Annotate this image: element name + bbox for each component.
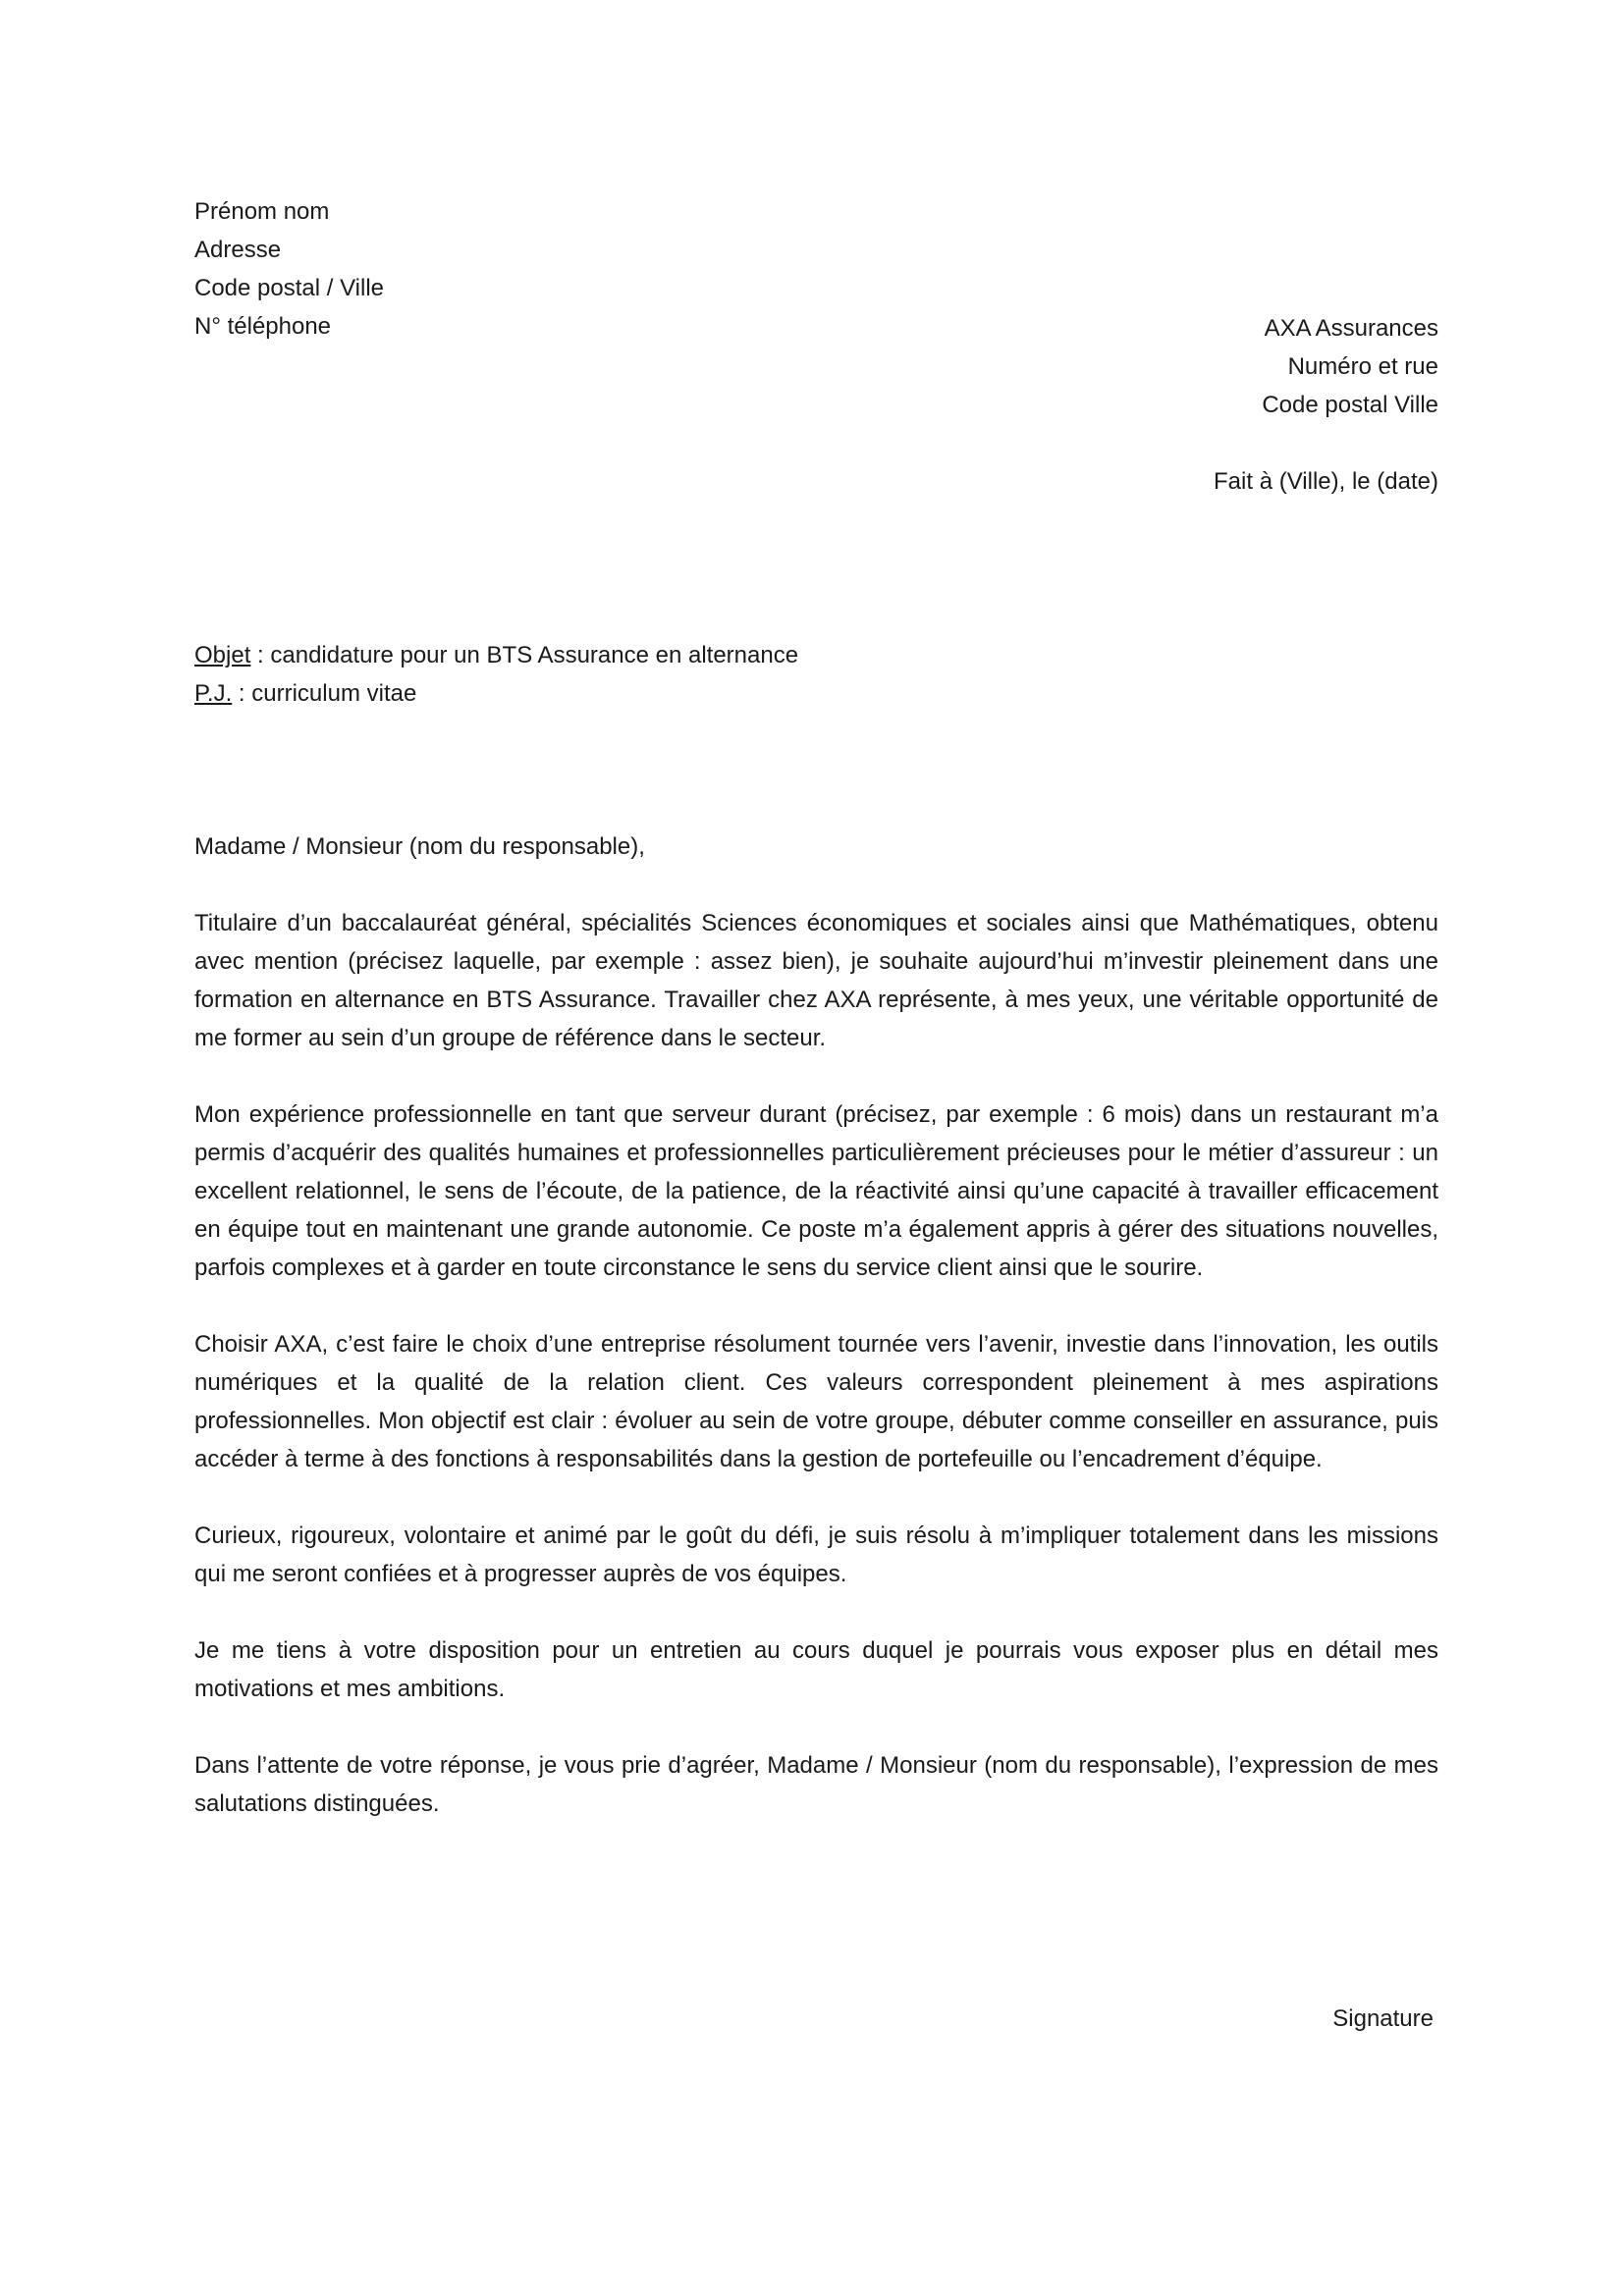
object-line [194, 636, 798, 674]
attachment-text: : curriculum vitae [232, 680, 417, 707]
paragraph-diploma: Titulaire d’un baccalauréat général, spécialités Sciences économiques et sociales ainsi que Mathématiques, obtenu avec mention (précisez laquelle, par exemple : assez bien), je souhaite aujourd’hui m’investir pleinement dans une formation en alternance en BTS Assurance. Travailler chez AXA représente, à mes yeux, une véritable opportunité de me former au sein d’un groupe de référence dans le secteur. [194, 910, 1438, 1051]
sender-name: Prénom nom [194, 198, 330, 225]
recipient-block [1262, 309, 1438, 424]
salutation: Madame / Monsieur (nom du responsable), [194, 833, 645, 860]
signature: Signature [1332, 2005, 1434, 2032]
letter-body [194, 828, 1438, 1861]
sender-block [194, 192, 384, 346]
object-text: : candidature pour un BTS Assurance en alternance [250, 642, 799, 668]
sender-city: Code postal / Ville [194, 275, 385, 301]
paragraph-qualities: Curieux, rigoureux, volontaire et animé par le goût du défi, je suis résolu à m’impliquer totalement dans les missions qui me seront confiées et à progresser auprès de vos équipes. [194, 1522, 1438, 1587]
attachment-label: P.J. [194, 680, 233, 707]
attachment-line [194, 674, 798, 713]
references-block [194, 636, 798, 713]
sender-phone: N° téléphone [194, 313, 332, 340]
paragraph-availability: Je me tiens à votre disposition pour un entretien au cours duquel je pourrais vous exposer plus en détail mes motivations et mes ambitions. [194, 1637, 1438, 1702]
place-date-line: Fait à (Ville), le (date) [1214, 468, 1438, 495]
object-label: Objet [194, 642, 251, 668]
paragraph-closing: Dans l’attente de votre réponse, je vous prie d’agréer, Madame / Monsieur (nom du responsable), l’expression de mes salutations distinguées. [194, 1752, 1438, 1817]
paragraph-experience: Mon expérience professionnelle en tant que serveur durant (précisez, par exemple : 6 mois) dans un restaurant m’a permis d’acquérir des qualités humaines et professionnelles particulièrement précieuses pour le métier d’assureur : un excellent relationnel, le sens de l’écoute, de la patience, de la réactivité ainsi qu’une capacité à travailler efficacement en équipe tout en maintenant une grande autonomie. Ce poste m’a également appris à gérer des situations nouvelles, parfois complexes et à garder en toute circonstance le sens du service client ainsi que le sourire. [194, 1101, 1438, 1281]
paragraph-motivation: Choisir AXA, c’est faire le choix d’une entreprise résolument tournée vers l’avenir, investie dans l’innovation, les outils numériques et la qualité de la relation client. Ces valeurs correspondent pleinement à mes aspirations professionnelles. Mon objectif est clair : évoluer au sein de votre groupe, débuter comme conseiller en assurance, puis accéder à terme à des fonctions à responsabilités dans la gestion de portefeuille ou l’encadrement d’équipe. [194, 1331, 1438, 1472]
sender-address: Adresse [194, 237, 282, 263]
recipient-company: AXA Assurances [1264, 315, 1438, 342]
recipient-city: Code postal Ville [1262, 392, 1438, 418]
recipient-street: Numéro et rue [1287, 353, 1438, 380]
